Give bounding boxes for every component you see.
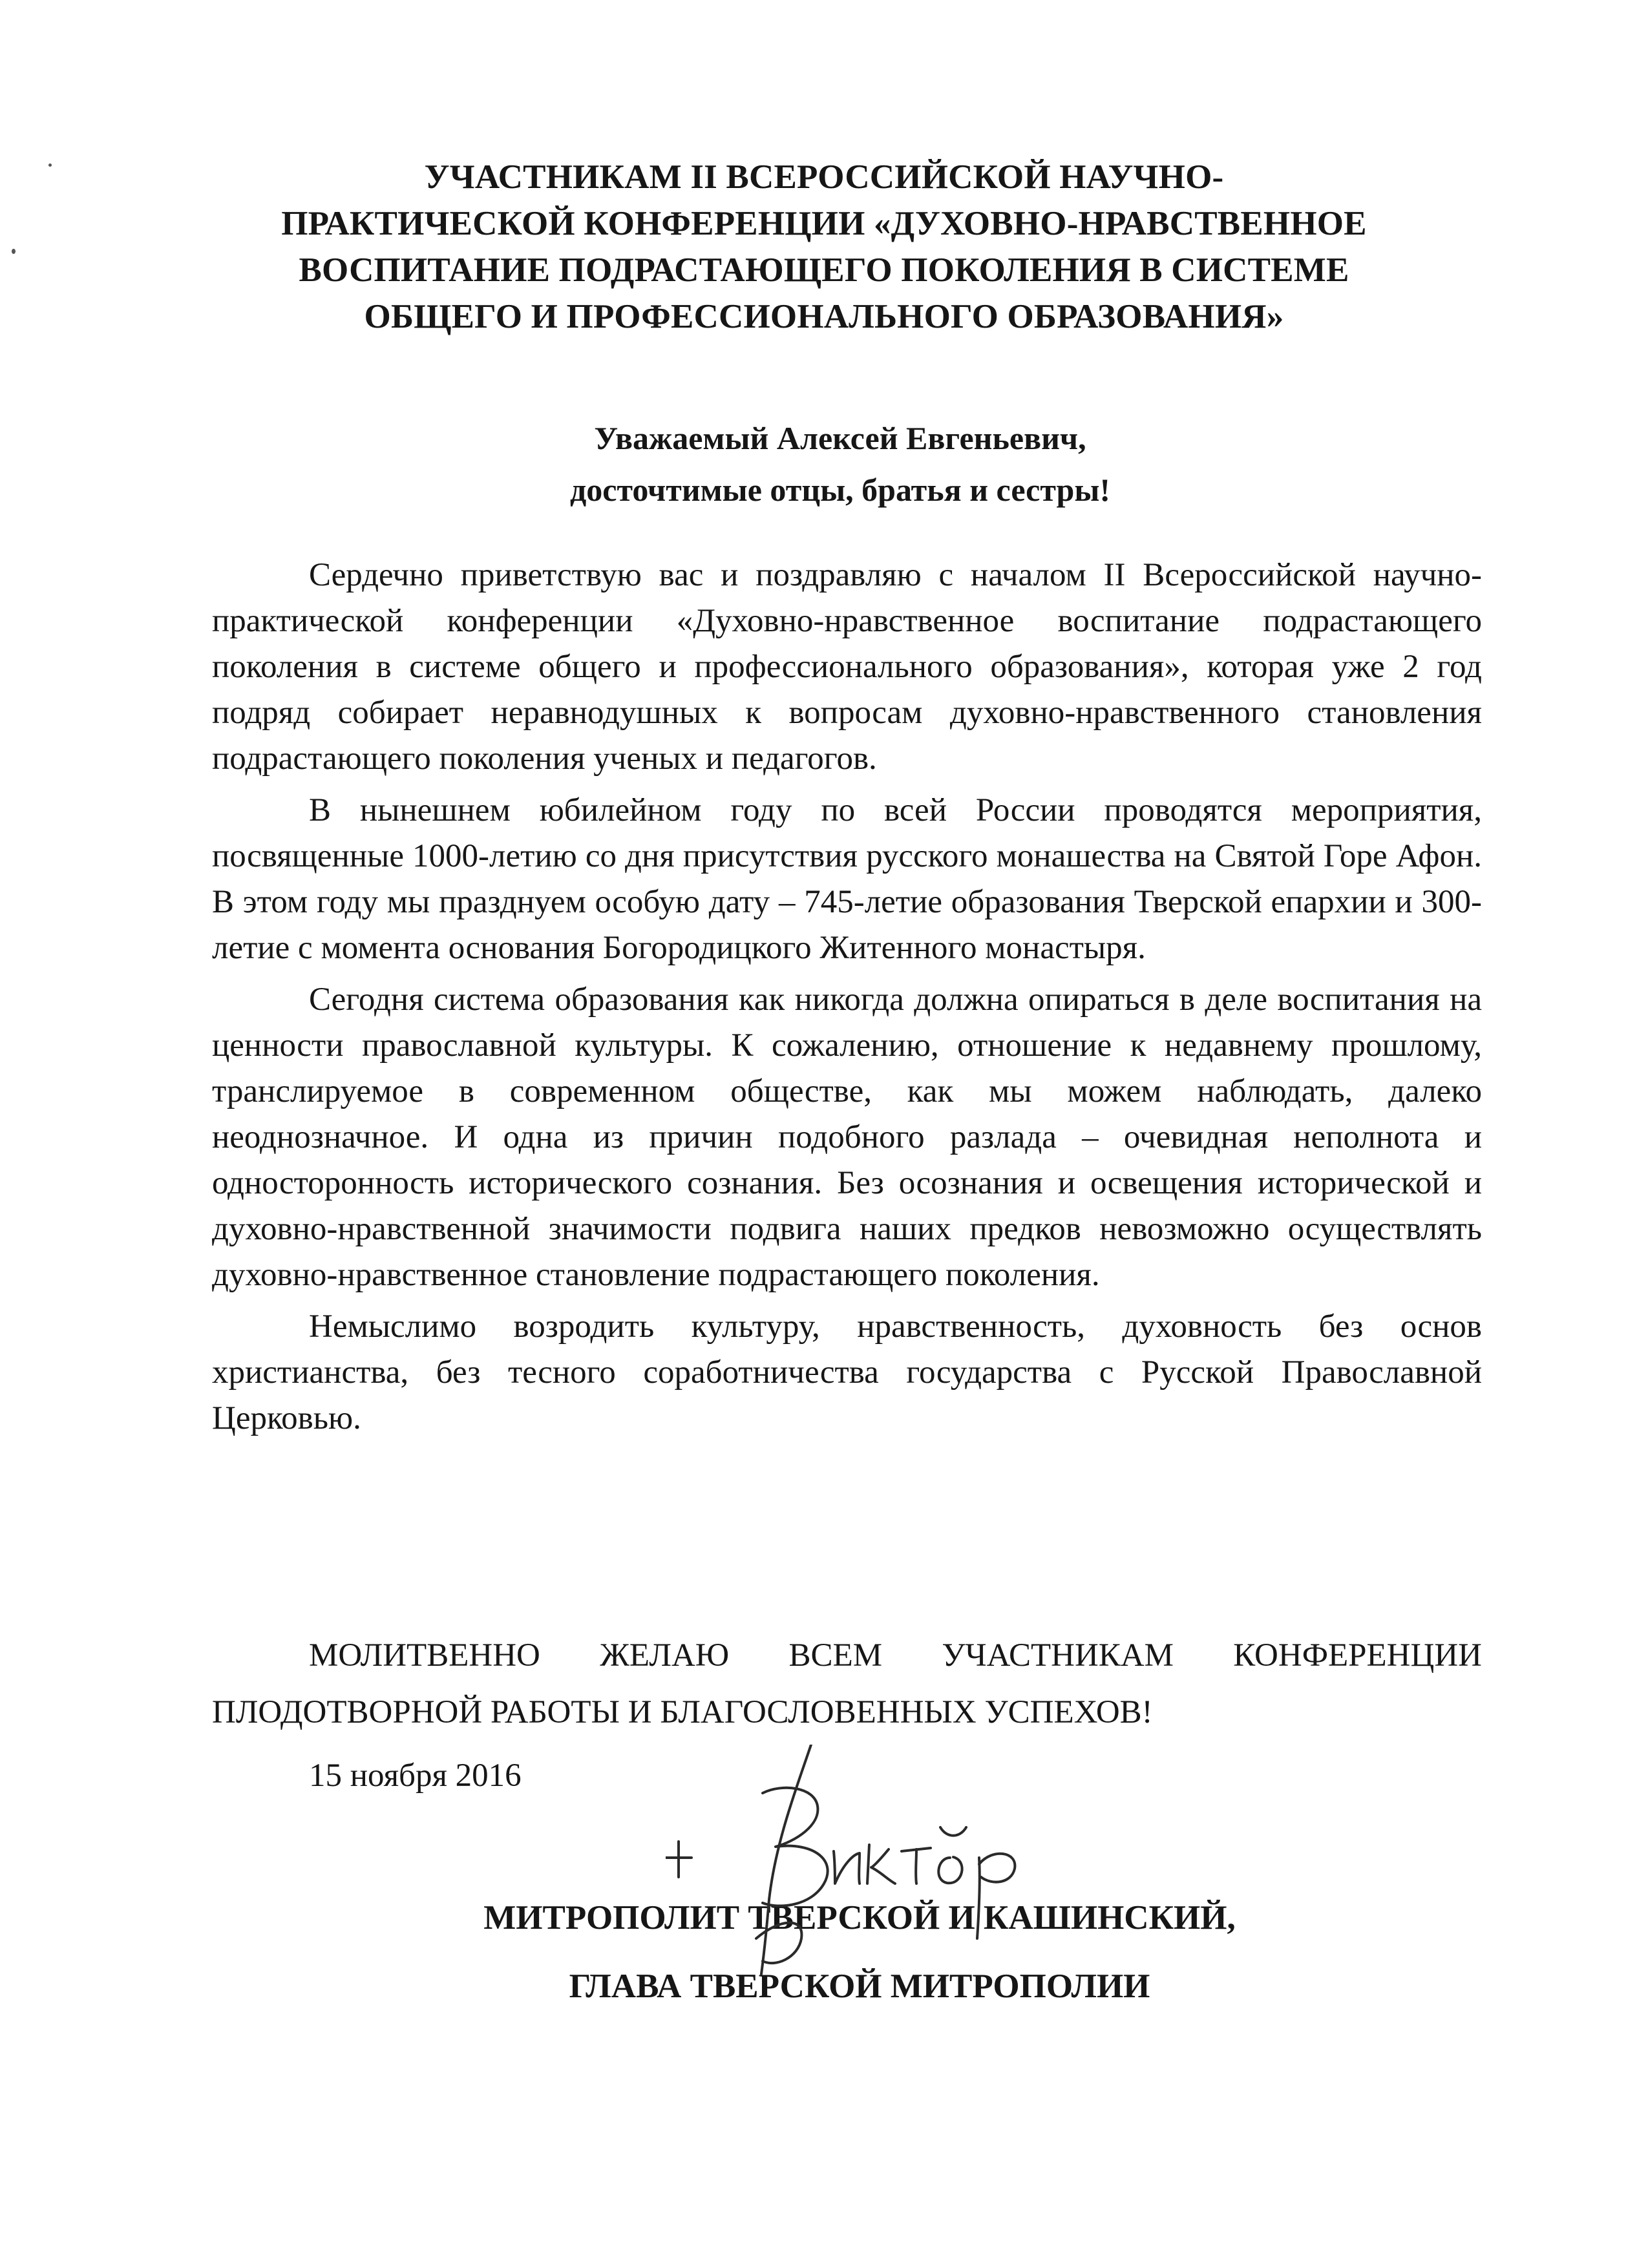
letter-title: [162, 154, 1486, 340]
letter-date: 15 ноября 2016: [309, 1758, 522, 1794]
title-line: УЧАСТНИКАМ II ВСЕРОССИЙСКОЙ НАУЧНО-: [424, 158, 1224, 196]
signatory: [323, 1884, 1396, 2021]
body-paragraph: Сегодня система образования как никогда должна опираться в деле воспитания на ценности православной культуры. К сожалению, отношение к недавнему прошлому, транслируемое в современном обществе, как мы можем наблюдать, далеко неоднозначное. И одна из причин подобного разлада – очевидная неполнота и односторонность исторического сознания. Без осознания и освещения исторической и духовно-нравственной значимости подвига наших предков невозможно осуществлять духовно-нравственное становление подрастающего поколения.: [212, 982, 1482, 1293]
scan-speck: [48, 163, 52, 167]
title-line: ОБЩЕГО И ПРОФЕССИОНАЛЬНОГО ОБРАЗОВАНИЯ»: [364, 298, 1284, 335]
signatory-line: МИТРОПОЛИТ ТВЕРСКОЙ И КАШИНСКИЙ,: [483, 1899, 1236, 1937]
body-paragraph: Сердечно приветствую вас и поздравляю с началом II Всероссийской научно-практической конференции «Духовно-нравственное воспитание подрастающего поколения в системе общего и профессионального образования», которая уже 2 год подряд собирает неравнодушных к вопросам духовно-нравственного становления подрастающего поколения ученых и педагогов.: [212, 557, 1482, 777]
salutation-line: досточтимые отцы, братья и сестры!: [569, 472, 1111, 508]
body-paragraph: В нынешнем юбилейном году по всей России проводятся мероприятия, посвященные 1000-летию со дня присутствия русского монашества на Святой Горе Афон. В этом году мы празднуем особую дату – 745-летие образования Тверской епархии и 300-летие с момента основания Богородицкого Житенного монастыря.: [212, 792, 1482, 966]
title-line: ПРАКТИЧЕСКОЙ КОНФЕРЕНЦИИ «ДУХОВНО-НРАВСТВЕННОЕ: [281, 205, 1367, 242]
signatory-line: ГЛАВА ТВЕРСКОЙ МИТРОПОЛИИ: [569, 1968, 1150, 2005]
scan-speck: [12, 249, 16, 254]
salutation-line: Уважаемый Алексей Евгеньевич,: [594, 420, 1086, 456]
body-paragraph: Немыслимо возродить культуру, нравственность, духовность без основ христианства, без тесного соработничества государства с Русской Православной Церковью.: [212, 1308, 1482, 1436]
letter-body: [212, 552, 1482, 1447]
title-line: ВОСПИТАНИЕ ПОДРАСТАЮЩЕГО ПОКОЛЕНИЯ В СИСТЕМЕ: [299, 251, 1349, 289]
closing-wish: МОЛИТВЕННО ЖЕЛАЮ ВСЕМ УЧАСТНИКАМ КОНФЕРЕНЦИИ ПЛОДОТВОРНОЙ РАБОТЫ И БЛАГОСЛОВЕННЫХ УСПЕХОВ!: [212, 1637, 1482, 1730]
salutation: [388, 412, 1293, 516]
